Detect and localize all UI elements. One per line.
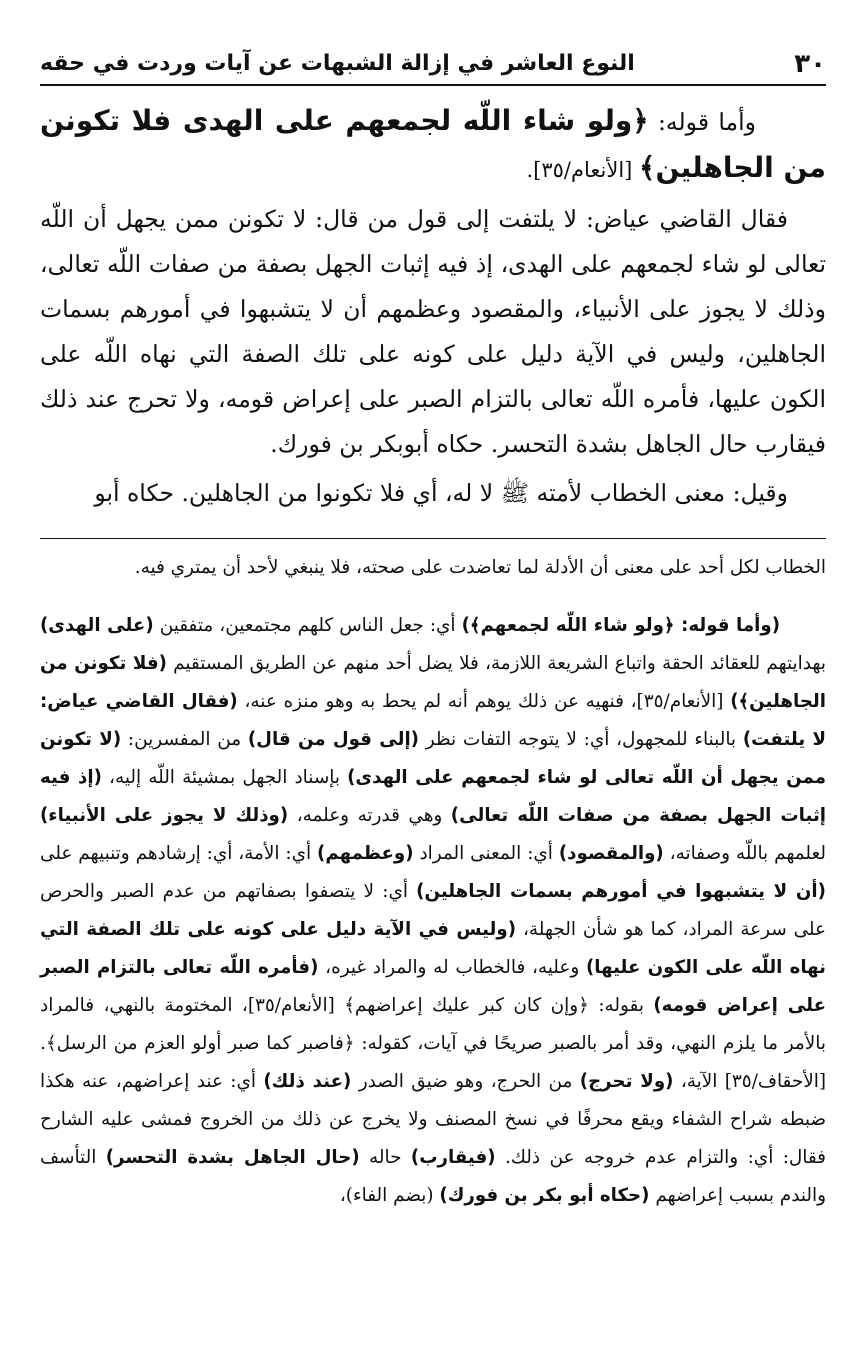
main-text bbox=[40, 98, 826, 516]
commented-phrase: (فأمره اللّه تعالى بالتزام الصبر على إعراض قومه) bbox=[40, 957, 826, 1016]
commented-phrase: (حكاه أبو بكر بن فورك) bbox=[439, 1185, 650, 1206]
commentary-text: أي: الأمة، أي: إرشادهم وتنبيهم على bbox=[40, 843, 318, 864]
commentary-text: لعلمهم باللّه وصفاته، bbox=[663, 843, 826, 864]
page-number: ٣٠ bbox=[794, 49, 826, 79]
commented-phrase: (والمقصود) bbox=[558, 843, 664, 864]
commentary-text: بقوله: ﴿وإن كان كبر عليك إعراضهم﴾ [الأنعام/٣٥]، المختومة بالنهي، فالمراد بالأمر ما يلزم النهي، وقد أمر بالصبر صريحًا في آيات، كقوله: ﴿فاصبر كما صبر أولو العزم من الرسل﴾. [الأحقاف/٣٥] الآية، bbox=[40, 995, 826, 1092]
commentary-text: أي: لا يتصفوا بصفاتهم من عدم الصبر والحرص على سرعة المراد، كما هو شأن الجهلة، bbox=[40, 881, 826, 940]
commented-phrase: (على الهدى) bbox=[40, 615, 154, 636]
commented-phrase: (وأما قوله: ﴿ولو شاء اللّه لجمعهم﴾) bbox=[461, 615, 781, 636]
commented-phrase: (إلى قول من قال) bbox=[247, 729, 419, 750]
commented-phrase: (حال الجاهل بشدة التحسر) bbox=[105, 1147, 360, 1168]
commented-phrase: (فلا تكونن من الجاهلين﴾) bbox=[40, 653, 826, 712]
commentary-text: التأسف والندم بسبب إعراضهم bbox=[40, 1147, 826, 1206]
running-title: النوع العاشر في إزالة الشبهات عن آيات وردت في حقه bbox=[40, 51, 635, 76]
commentary-text: من المفسرين: bbox=[121, 729, 248, 750]
commented-phrase: (ولا تحرج) bbox=[579, 1071, 674, 1092]
commentary-text: بالبناء للمجهول، أي: لا يتوجه التفات نظر bbox=[419, 729, 743, 750]
commentary-text: بإسناد الجهل بمشيئة اللّه إليه، bbox=[101, 767, 348, 788]
commented-phrase: (فقال القاضي عياض: لا يلتفت) bbox=[40, 691, 826, 750]
main-paragraph-3: وقيل: معنى الخطاب لأمته ﷺ لا له، أي فلا تكونوا من الجاهلين. حكاه أبو bbox=[94, 479, 788, 507]
main-paragraph-1 bbox=[40, 98, 826, 193]
commentary-text: أي: عند إعراضهم، عنه هكذا ضبطه شراح الشفاء ويقع محرفًا في نسخ المصنف ولا يخرج عن ذلك من الخروج فمشى عليه الشارح فقال: أي: والتزام عدم خروجه عن ذلك. bbox=[40, 1071, 826, 1168]
commented-phrase: (أن لا يتشبهوا في أمورهم بسمات الجاهلين) bbox=[416, 881, 826, 902]
verse-reference: [الأنعام/٣٥]. bbox=[526, 158, 640, 182]
commentary-text: (بضم الفاء)، bbox=[339, 1185, 440, 1206]
commentary-text: وهي قدرته وعلمه، bbox=[288, 805, 451, 826]
page-header bbox=[40, 38, 826, 86]
commented-phrase: (وذلك لا يجوز على الأنبياء) bbox=[40, 805, 289, 826]
commentary-notes bbox=[40, 549, 826, 1215]
footnote-separator bbox=[40, 538, 826, 539]
main-paragraph-2: فقال القاضي عياض: لا يلتفت إلى قول من قال: لا تكونن ممن يجهل أن اللّه تعالى لو شاء لجمعهم على الهدى، إذ فيه إثبات الجهل بصفة من صفات اللّه تعالى، وذلك لا يجوز على الأنبياء، والمقصود وعظمهم أن لا يتشبهوا في أمورهم بسمات الجاهلين، وليس في الآية دليل على كونه على تلك الصفة التي نهاه اللّه على الكون عليها، فأمره اللّه تعالى بالتزام الصبر على إعراض قومه، ولا تحرج عند ذلك فيقارب حال الجاهل بشدة التحسر. حكاه أبوبكر بن فورك. bbox=[40, 205, 826, 458]
commented-phrase: (وليس في الآية دليل على كونه على تلك الصفة التي نهاه اللّه على الكون عليها) bbox=[40, 919, 827, 978]
commentary-text: أي: جعل الناس كلهم مجتمعين، متفقين bbox=[153, 615, 462, 636]
commentary-text: وعليه، فالخطاب له والمراد غيره، bbox=[318, 957, 586, 978]
quran-quote: ﴿ولو شاء اللّه لجمعهم على الهدى فلا تكونن من الجاهلين﴾ bbox=[40, 104, 826, 184]
commentary-text: أي: المعنى المراد bbox=[413, 843, 559, 864]
continued-note: الخطاب لكل أحد على معنى أن الأدلة لما تعاضدت على صحته، فلا ينبغي لأحد أن يمتري فيه. bbox=[134, 557, 826, 578]
commented-phrase: (وعظمهم) bbox=[317, 843, 414, 864]
commented-phrase: (عند ذلك) bbox=[263, 1071, 352, 1092]
commented-phrase: (إذ فيه إثبات الجهل بصفة من صفات اللّه تعالى) bbox=[40, 767, 827, 826]
commentary-paragraph bbox=[40, 607, 826, 1215]
commentary-text: حاله bbox=[359, 1147, 411, 1168]
commentary-text: [الأنعام/٣٥]، فنهيه عن ذلك يوهم أنه لم يحط به وهو منزه عنه، bbox=[237, 691, 731, 712]
commented-phrase: (فيقارب) bbox=[410, 1147, 496, 1168]
commentary-text: بهدايتهم للعقائد الحقة واتباع الشريعة اللازمة، فلا يضل أحد منهم عن الطريق المستقيم bbox=[166, 653, 827, 674]
commentary-text: من الحرج، وهو ضيق الصدر bbox=[351, 1071, 580, 1092]
commented-phrase: (لا تكونن ممن يجهل أن اللّه تعالى لو شاء لجمعهم على الهدى) bbox=[40, 729, 826, 788]
paragraph-lead: وأما قوله: bbox=[648, 108, 756, 136]
